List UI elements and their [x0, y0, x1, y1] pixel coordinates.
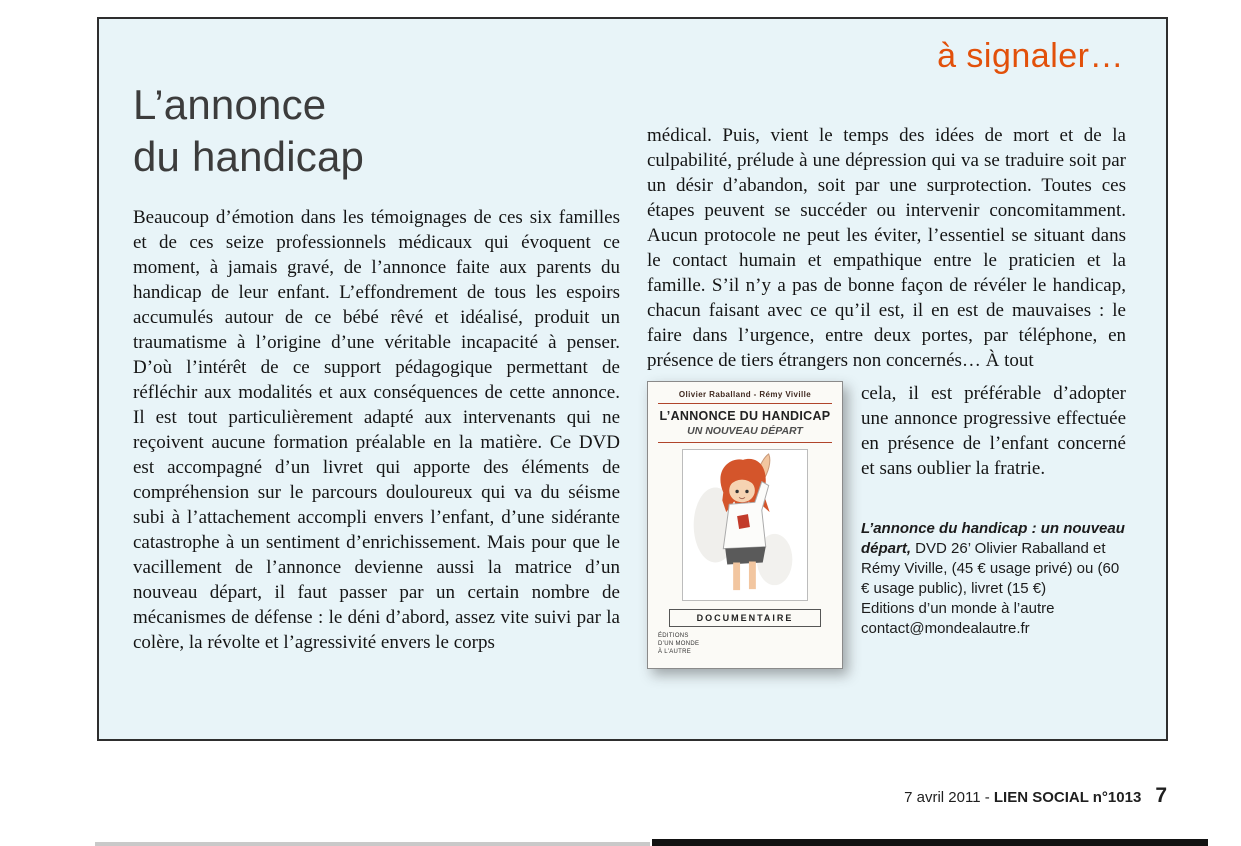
dvd-cover [647, 381, 843, 669]
article-container [97, 17, 1168, 741]
caption-main [861, 519, 1126, 599]
article-paragraph-wrap: cela, il est préférable d’adopter une annonce progressive effectuée en présence de l’enfant concerné et sans oublier la fratrie. [861, 383, 1126, 479]
dvd-cover-illustration [682, 449, 808, 601]
article-title [133, 79, 620, 183]
section-label: à signaler… [937, 37, 1124, 75]
girl-illustration [684, 451, 806, 599]
footer-date: 7 avril 2011 - [904, 789, 994, 806]
article-paragraph-left: Beaucoup d’émotion dans les témoignages de ces six familles et de ces seize professionnels médicaux qui évoquent ce moment, à jamais gravé, de l’annonce faite aux parents du handicap de leur enfant. L’effondrement de tous les espoirs accumulés autour de ce bébé rêvé et idéalisé, produit un traumatisme à l’origine d’une véritable incapacité à penser. D’où l’intérêt de ce support pédagogique permettant de réfléchir aux modalités et aux conséquences de cette annonce. Il est tout particulièrement adapté aux intervenants qui ne reçoivent aucune formation préalable en la matière. Ce DVD est accompagné d’un livret qui apporte des éléments de compréhension sur le parcours douloureux qui va du séisme subi à l’attachement accompli envers l’enfant, d’une sidérante catastrophe à un sentiment d’enrichissement. Mais pour que le vacillement de l’annonce devienne aussi la matrice d’un nouveau départ, il faut passer par un certain nombre de mécanismes de défense : le déni d’abord, assez vite suivi par la colère, la révolte et l’agressivité envers le corps [133, 207, 620, 654]
dvd-subtitle: UN NOUVEAU DÉPART [658, 425, 832, 443]
dvd-publisher-line1: ÉDITIONS [658, 633, 689, 639]
wrap-column [843, 381, 1126, 669]
page-footer [904, 784, 1167, 808]
caption-details: DVD 26’ Olivier Raballand et Rémy Viville, (45 € usage privé) ou (60 € usage public), livret (15 €) [861, 540, 1120, 597]
article-columns [99, 19, 1166, 669]
scan-artifact-dark [652, 839, 1208, 846]
dvd-authors: Olivier Raballand - Rémy Viville [658, 390, 832, 404]
media-row [647, 381, 1126, 669]
caption-contact: contact@mondealautre.fr [861, 620, 1030, 637]
article-title-line1: L’annonce [133, 81, 327, 128]
right-column [647, 19, 1126, 669]
dvd-publisher-logo [658, 633, 832, 656]
scan-artifact-light [95, 842, 650, 846]
dvd-publisher-line3: À L’AUTRE [658, 648, 692, 655]
article-paragraph-right: médical. Puis, vient le temps des idées de mort et de la culpabilité, prélude à une dépression qui va se traduire soit par un désir d’abandon, soit par une surprotection. Toutes ces étapes peuvent se succéder ou intervenir concomitamment. Aucun protocole ne peut les éviter, l’essentiel se situant dans le contact humain et empathique entre le praticien et la famille. S’il n’y a pas de bonne façon de révéler le handicap, chacun faisant avec ce qu’il est, il en est de mauvaises : le faire dans l’urgence, entre deux portes, par téléphone, en présence de tiers étrangers non concernés… À tout [647, 125, 1126, 371]
dvd-publisher-line2: D’UN MONDE [658, 640, 700, 647]
footer-journal: LIEN SOCIAL n°1013 [993, 789, 1142, 806]
dvd-genre-label: DOCUMENTAIRE [669, 609, 821, 627]
left-column [133, 19, 620, 669]
caption-publisher: Editions d’un monde à l’autre [861, 600, 1055, 617]
article-title-line2: du handicap [133, 133, 365, 181]
dvd-title: L’ANNONCE DU HANDICAP [659, 409, 831, 423]
dvd-caption [861, 519, 1126, 639]
caption-title: L’annonce du handicap : un nouveau départ, [861, 520, 1125, 557]
footer-page-number: 7 [1155, 784, 1167, 807]
